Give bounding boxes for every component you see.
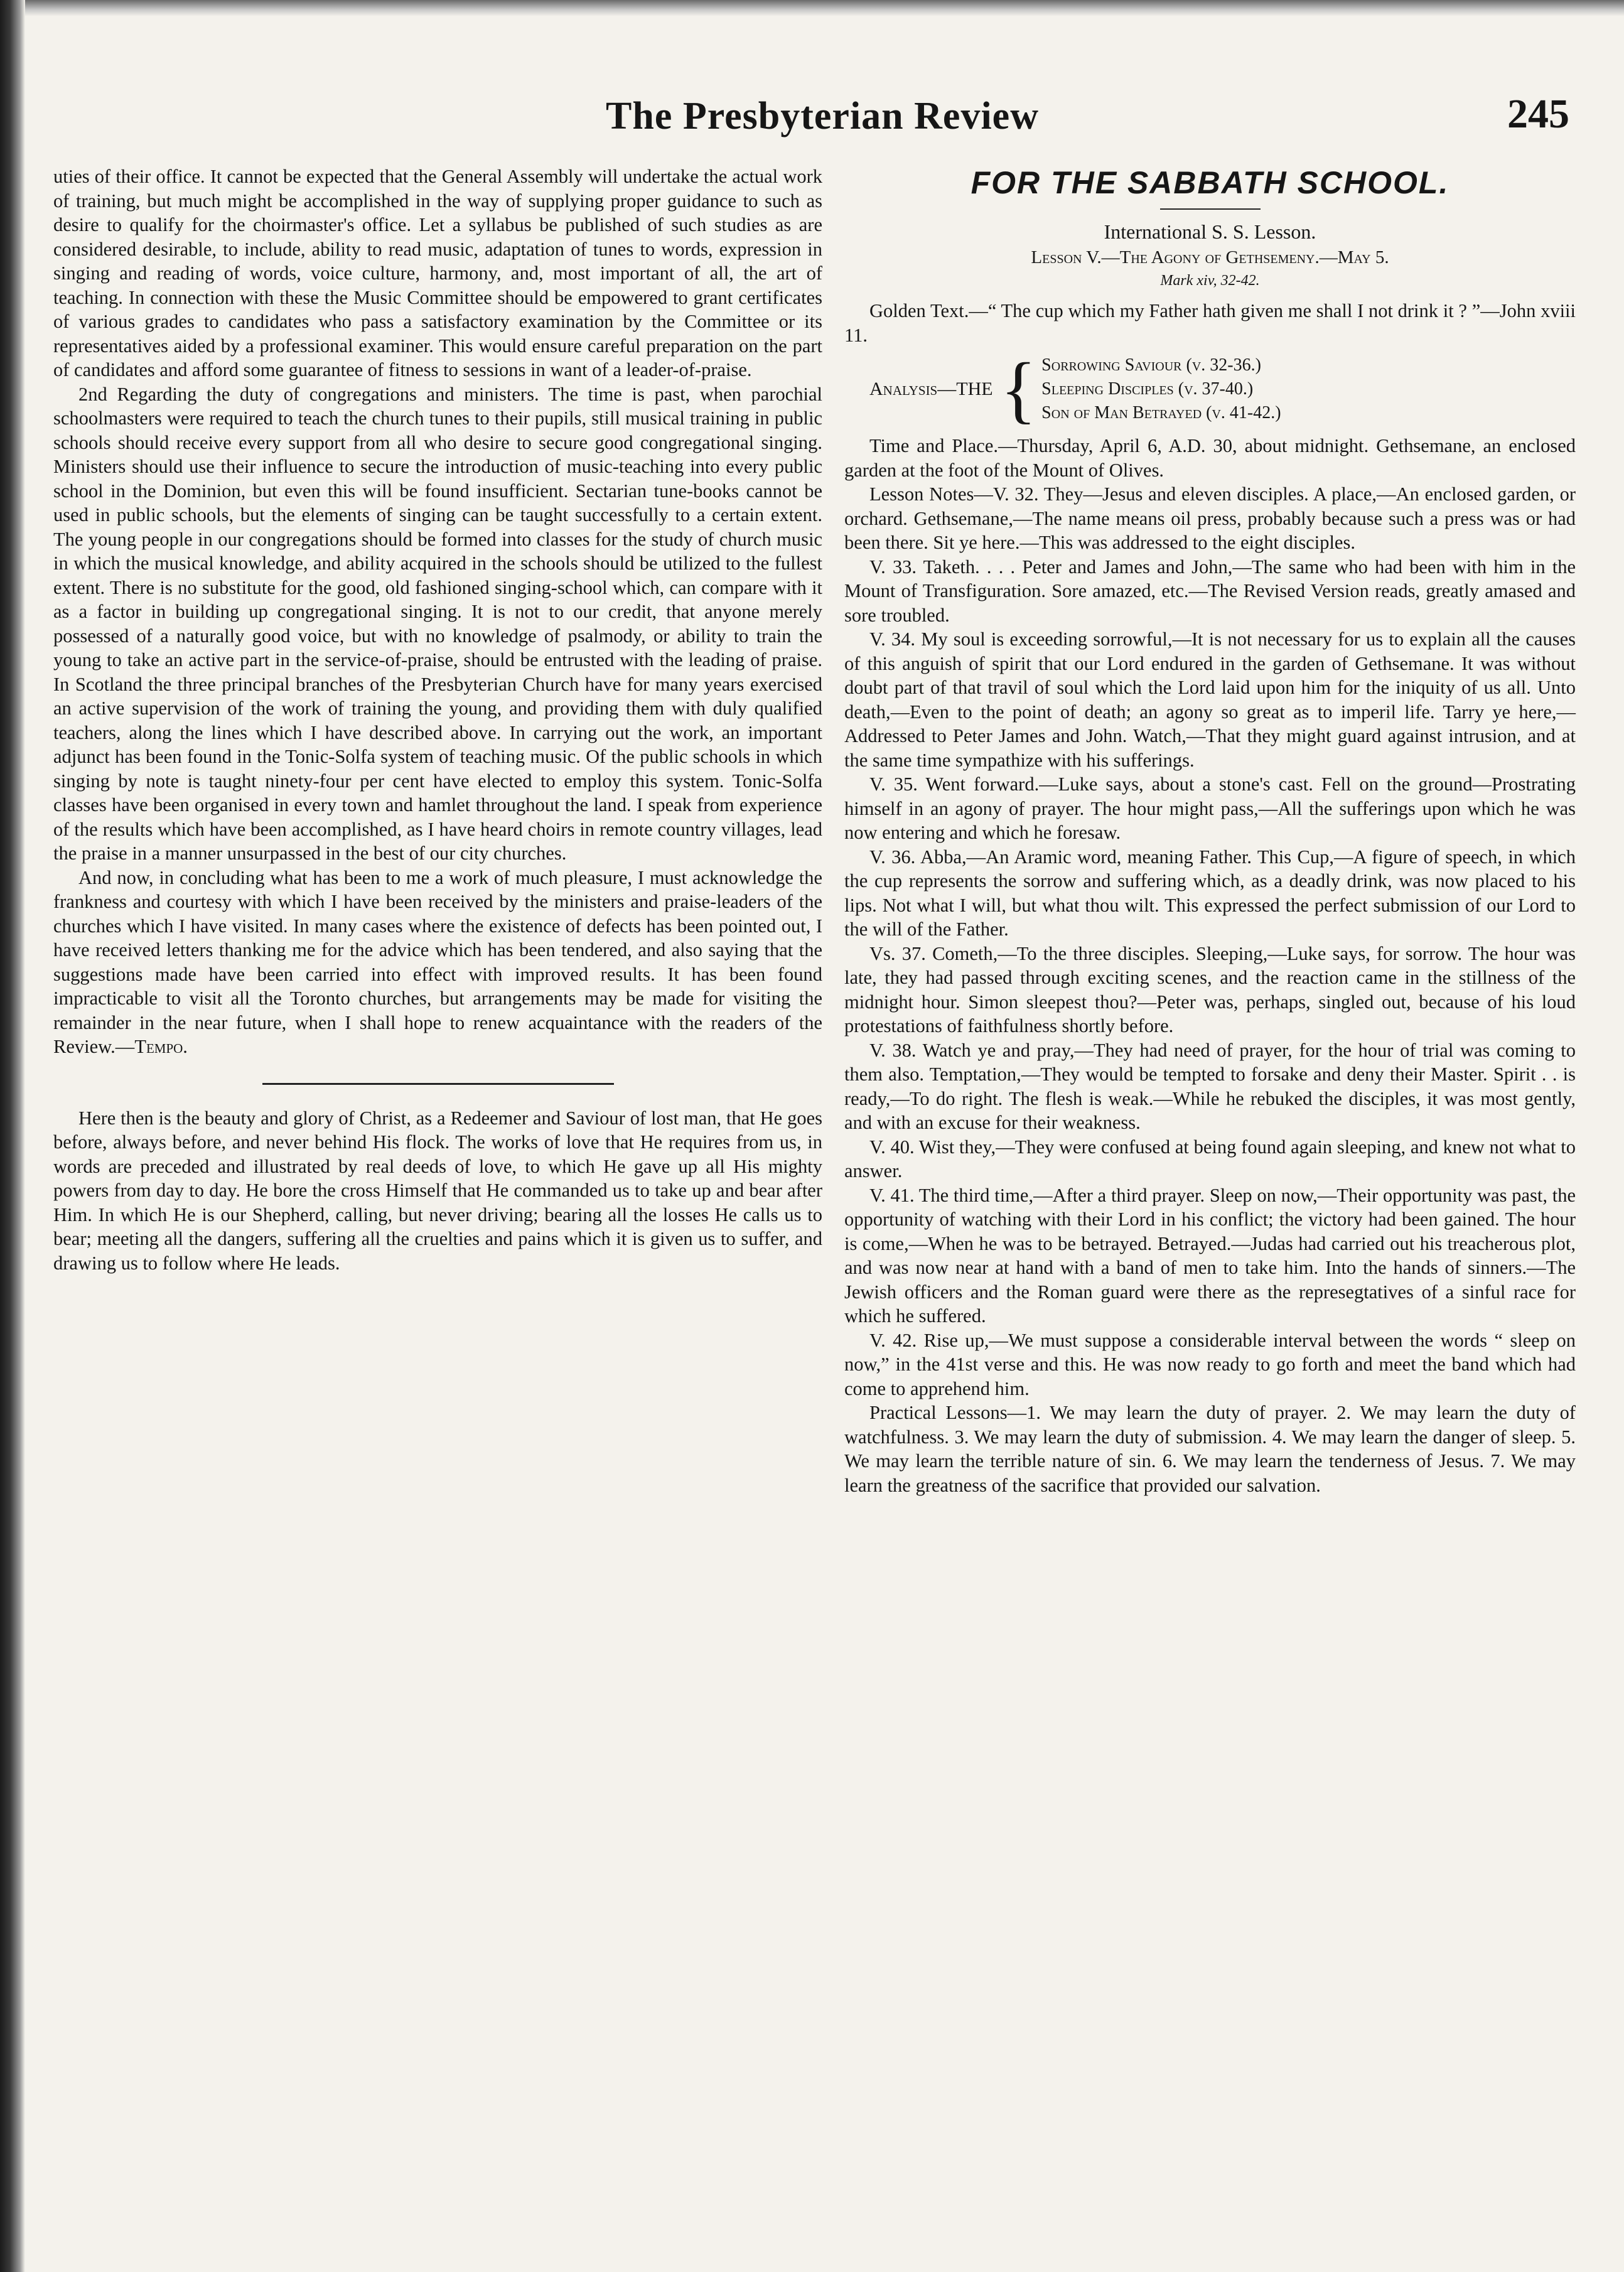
right-column bbox=[844, 164, 1576, 1497]
lesson-note: V. 38. Watch ye and pray,—They had need of prayer, for the hour of trial was coming to them also. Temptation,—They would be tempted to forsake and deny their Master. Spirit . . is ready,—To do right. The flesh is weak.—While he rebuked the disciples, it was most gently, and with an excuse for their weakness. bbox=[844, 1039, 1576, 1133]
binding-edge bbox=[0, 0, 25, 2272]
time-and-place: Time and Place.—Thursday, April 6, A.D. 30, about midnight. Gethsemane, an enclosed garden at the foot of the Mount of Olives. bbox=[844, 435, 1576, 481]
analysis-label: Analysis—THE bbox=[869, 379, 993, 399]
left-column bbox=[53, 164, 822, 1275]
lesson-note: Lesson Notes—V. 32. They—Jesus and eleven disciples. A place,—An enclosed garden, or orchard. Gethsemane,—The name means oil press, probably because such a press was or had been there. Sit ye here.—This was addressed to the eight disciples. bbox=[844, 483, 1576, 553]
section-divider bbox=[262, 1083, 614, 1085]
practical-lessons: Practical Lessons—1. We may learn the duty of prayer. 2. We may learn the duty of watchfulness. 3. We may learn the duty of submission. 4. We may learn the danger of sleep. 5. We may learn the terrible nature of sin. 6. We may learn the tenderness of Jesus. 7. We may learn the greatness of the sacrifice that provided our salvation. bbox=[844, 1402, 1576, 1496]
lesson-line: Lesson V.—The Agony of Gethsemeny.—May 5. bbox=[1031, 247, 1389, 267]
brace-icon: { bbox=[1000, 347, 1037, 431]
lesson-note: V. 41. The third time,—After a third prayer. Sleep on now,—Their opportunity was past, the opportunity of watching with their Lord in his conflict; the victory had been gained. The hour is come,—When he was to be betrayed. Betrayed.—Judas had carried out his treacherous plot, and was now near at hand with a band of men to take him. Into the hands of sinners.—The Jewish officers and the Roman guard were there as the represegtatives of a sinful race for which he suffered. bbox=[844, 1184, 1576, 1327]
analysis-list bbox=[1041, 353, 1281, 425]
analysis-item: Sorrowing Saviour (v. 32-36.) bbox=[1041, 355, 1261, 375]
paragraph bbox=[53, 866, 822, 1059]
lesson-note: V. 36. Abba,—An Aramic word, meaning Father. This Cup,—A figure of speech, in which the cup represents the sorrow and suffering which, as a deadly drink, was now placed to his lips. Not what I will, but what thou wilt. This expressed the perfect submission of our Lord to the will of the Father. bbox=[844, 846, 1576, 940]
page-top-edge bbox=[25, 0, 1624, 16]
journal-title: The Presbyterian Review bbox=[606, 95, 1039, 137]
author-signature: Tempo. bbox=[134, 1036, 188, 1057]
paragraph: 2nd Regarding the duty of congregations and ministers. The time is past, when parochial schoolmasters were required to teach the church tunes to their pupils, still musical training in public schools should receive every support from all who desire to secure good congregational singing. Ministers should use their influence to secure the introduction of music-teaching into every public school in the Dominion, but even this will be found insufficient. Sectarian tune-books cannot be used in public schools, but the elements of singing can be taught successfully to a certain extent. The young people in our congregations should be formed into classes for the study of church music in which the musical knowledge, and ability acquired in the schools should be utilized to the fullest extent. There is no substitute for the good, old fashioned singing-school which, can compare with it as a factor in building up congregational singing. It is not to our credit, that anyone merely possessed of a naturally good voice, but with no knowledge of psalmody, or ability to train the young to take an active part in the service-of-praise, should be entrusted with the leading of praise. In Scotland the three principal branches of the Presbyterian Church have for many years exercised an active supervision of the work of training the young, and providing them with duly qualified teachers, along the lines which I have described above. In carrying out the work, an important adjunct has been found in the Tonic-Solfa system of teaching music. Of the public schools in which singing by note is taught ninety-four per cent have elected to employ this system. Tonic-Solfa classes have been organised in every town and hamlet throughout the land. I speak from experience of the results which have been accomplished, as I have heard choirs in remote country villages, lead the praise in a manner unsurpassed in the best of our city churches. bbox=[53, 383, 822, 864]
page-number: 245 bbox=[1507, 91, 1569, 137]
analysis-item: Son of Man Betrayed (v. 41-42.) bbox=[1041, 403, 1281, 423]
title-divider bbox=[1160, 208, 1261, 210]
analysis-item: Sleeping Disciples (v. 37-40.) bbox=[1041, 379, 1254, 399]
paragraph: Here then is the beauty and glory of Christ, as a Redeemer and Saviour of lost man, that He goes before, always before, and never behind His flock. The works of love that He requires from us, in words are preceded and illustrated by real deeds of love, to which He gave up all His mighty powers from day to day. He bore the cross Himself that He commanded us to take up and bear after Him. In which He is our Shepherd, calling, but never driving; bearing all the losses He calls us to bear; meeting all the dangers, suffering all the cruelties and pains which it is given us to suffer, and drawing us to follow where He leads. bbox=[53, 1107, 822, 1274]
lesson-reference: Mark xiv, 32-42. bbox=[1160, 272, 1260, 289]
golden-text: Golden Text.—“ The cup which my Father hath given me shall I not drink it ? ”—John xviii 11. bbox=[844, 300, 1576, 346]
paragraph-text: And now, in concluding what has been to me a work of much pleasure, I must acknowledge the frankness and courtesy with which I have been received by the ministers and praise-leaders of the churches which I have visited. In many cases where the existence of defects has been pointed out, I have received letters thanking me for the advice which has been tendered, and also saying that the suggestions made have been carried into effect with improved results. It has been found impracticable to visit all the Toronto churches, but arrangements may be made for visiting the remainder in the near future, when I shall hope to renew acquaintance with the readers of the Review.— bbox=[53, 866, 822, 1057]
lesson-note: V. 33. Taketh. . . . Peter and James and John,—The same who had been with him in the Mount of Transfiguration. Sore amazed, etc.—The Revised Version reads, greatly amased and sore troubled. bbox=[844, 556, 1576, 626]
analysis-block bbox=[844, 347, 1576, 431]
paragraph: uties of their office. It cannot be expected that the General Assembly will undertake the actual work of training, but much might be accomplished in the way of supplying proper guidance to such as desire to qualify for the choirmaster's office. Let a syllabus be published of such studies as are considered desirable, to include, ability to read music, adaptation of tunes to words, expression in singing and reading of words, voice culture, harmony, and, most important of all, the art of teaching. In connection with these the Music Committee should be empowered to grant certificates of various grades to candidates who pass a satisfactory examination by the Committee or its representatives aided by a professional examiner. This would ensure careful preparation on the part of candidates and afford some guarantee of fitness to sessions in want of a leader-of-praise. bbox=[53, 166, 822, 380]
lesson-note: V. 42. Rise up,—We must suppose a considerable interval between the words “ sleep on now,” in the 41st verse and this. He was now ready to go forth and meet the band which had come to apprehend him. bbox=[844, 1329, 1576, 1399]
lesson-note: V. 40. Wist they,—They were confused at being found again sleeping, and knew not what to answer. bbox=[844, 1136, 1576, 1182]
lesson-note: V. 35. Went forward.—Luke says, about a stone's cast. Fell on the ground—Prostrating himself in an agony of prayer. The hour might pass,—All the sufferings upon which he was now entering and which he foresaw. bbox=[844, 773, 1576, 843]
lesson-note: Vs. 37. Cometh,—To the three disciples. Sleeping,—Luke says, for sorrow. The hour was late, they had passed through exciting scenes, and the reaction came in the stillness of the midnight hour. Simon sleepest thou?—Peter was, perhaps, singled out, because of his loud protestations of faithfulness shortly before. bbox=[844, 942, 1576, 1036]
page-header bbox=[50, 91, 1594, 163]
lesson-note: V. 34. My soul is exceeding sorrowful,—It is not necessary for us to explain all the causes of this anguish of spirit that our Lord endured in the garden of Gethsemane. It was without doubt part of that travil of soul which the Lord laid upon him for the iniquity of us all. Unto death,—Even to the point of death; an agony so great as to imperil life. Tarry ye here,—Addressed to Peter James and John. Watch,—That they might guard against intrusion, and at the same time sympathize with his sufferings. bbox=[844, 628, 1576, 771]
section-title: FOR THE SABBATH SCHOOL. bbox=[971, 165, 1449, 200]
lesson-subheading: International S. S. Lesson. bbox=[1104, 220, 1316, 243]
